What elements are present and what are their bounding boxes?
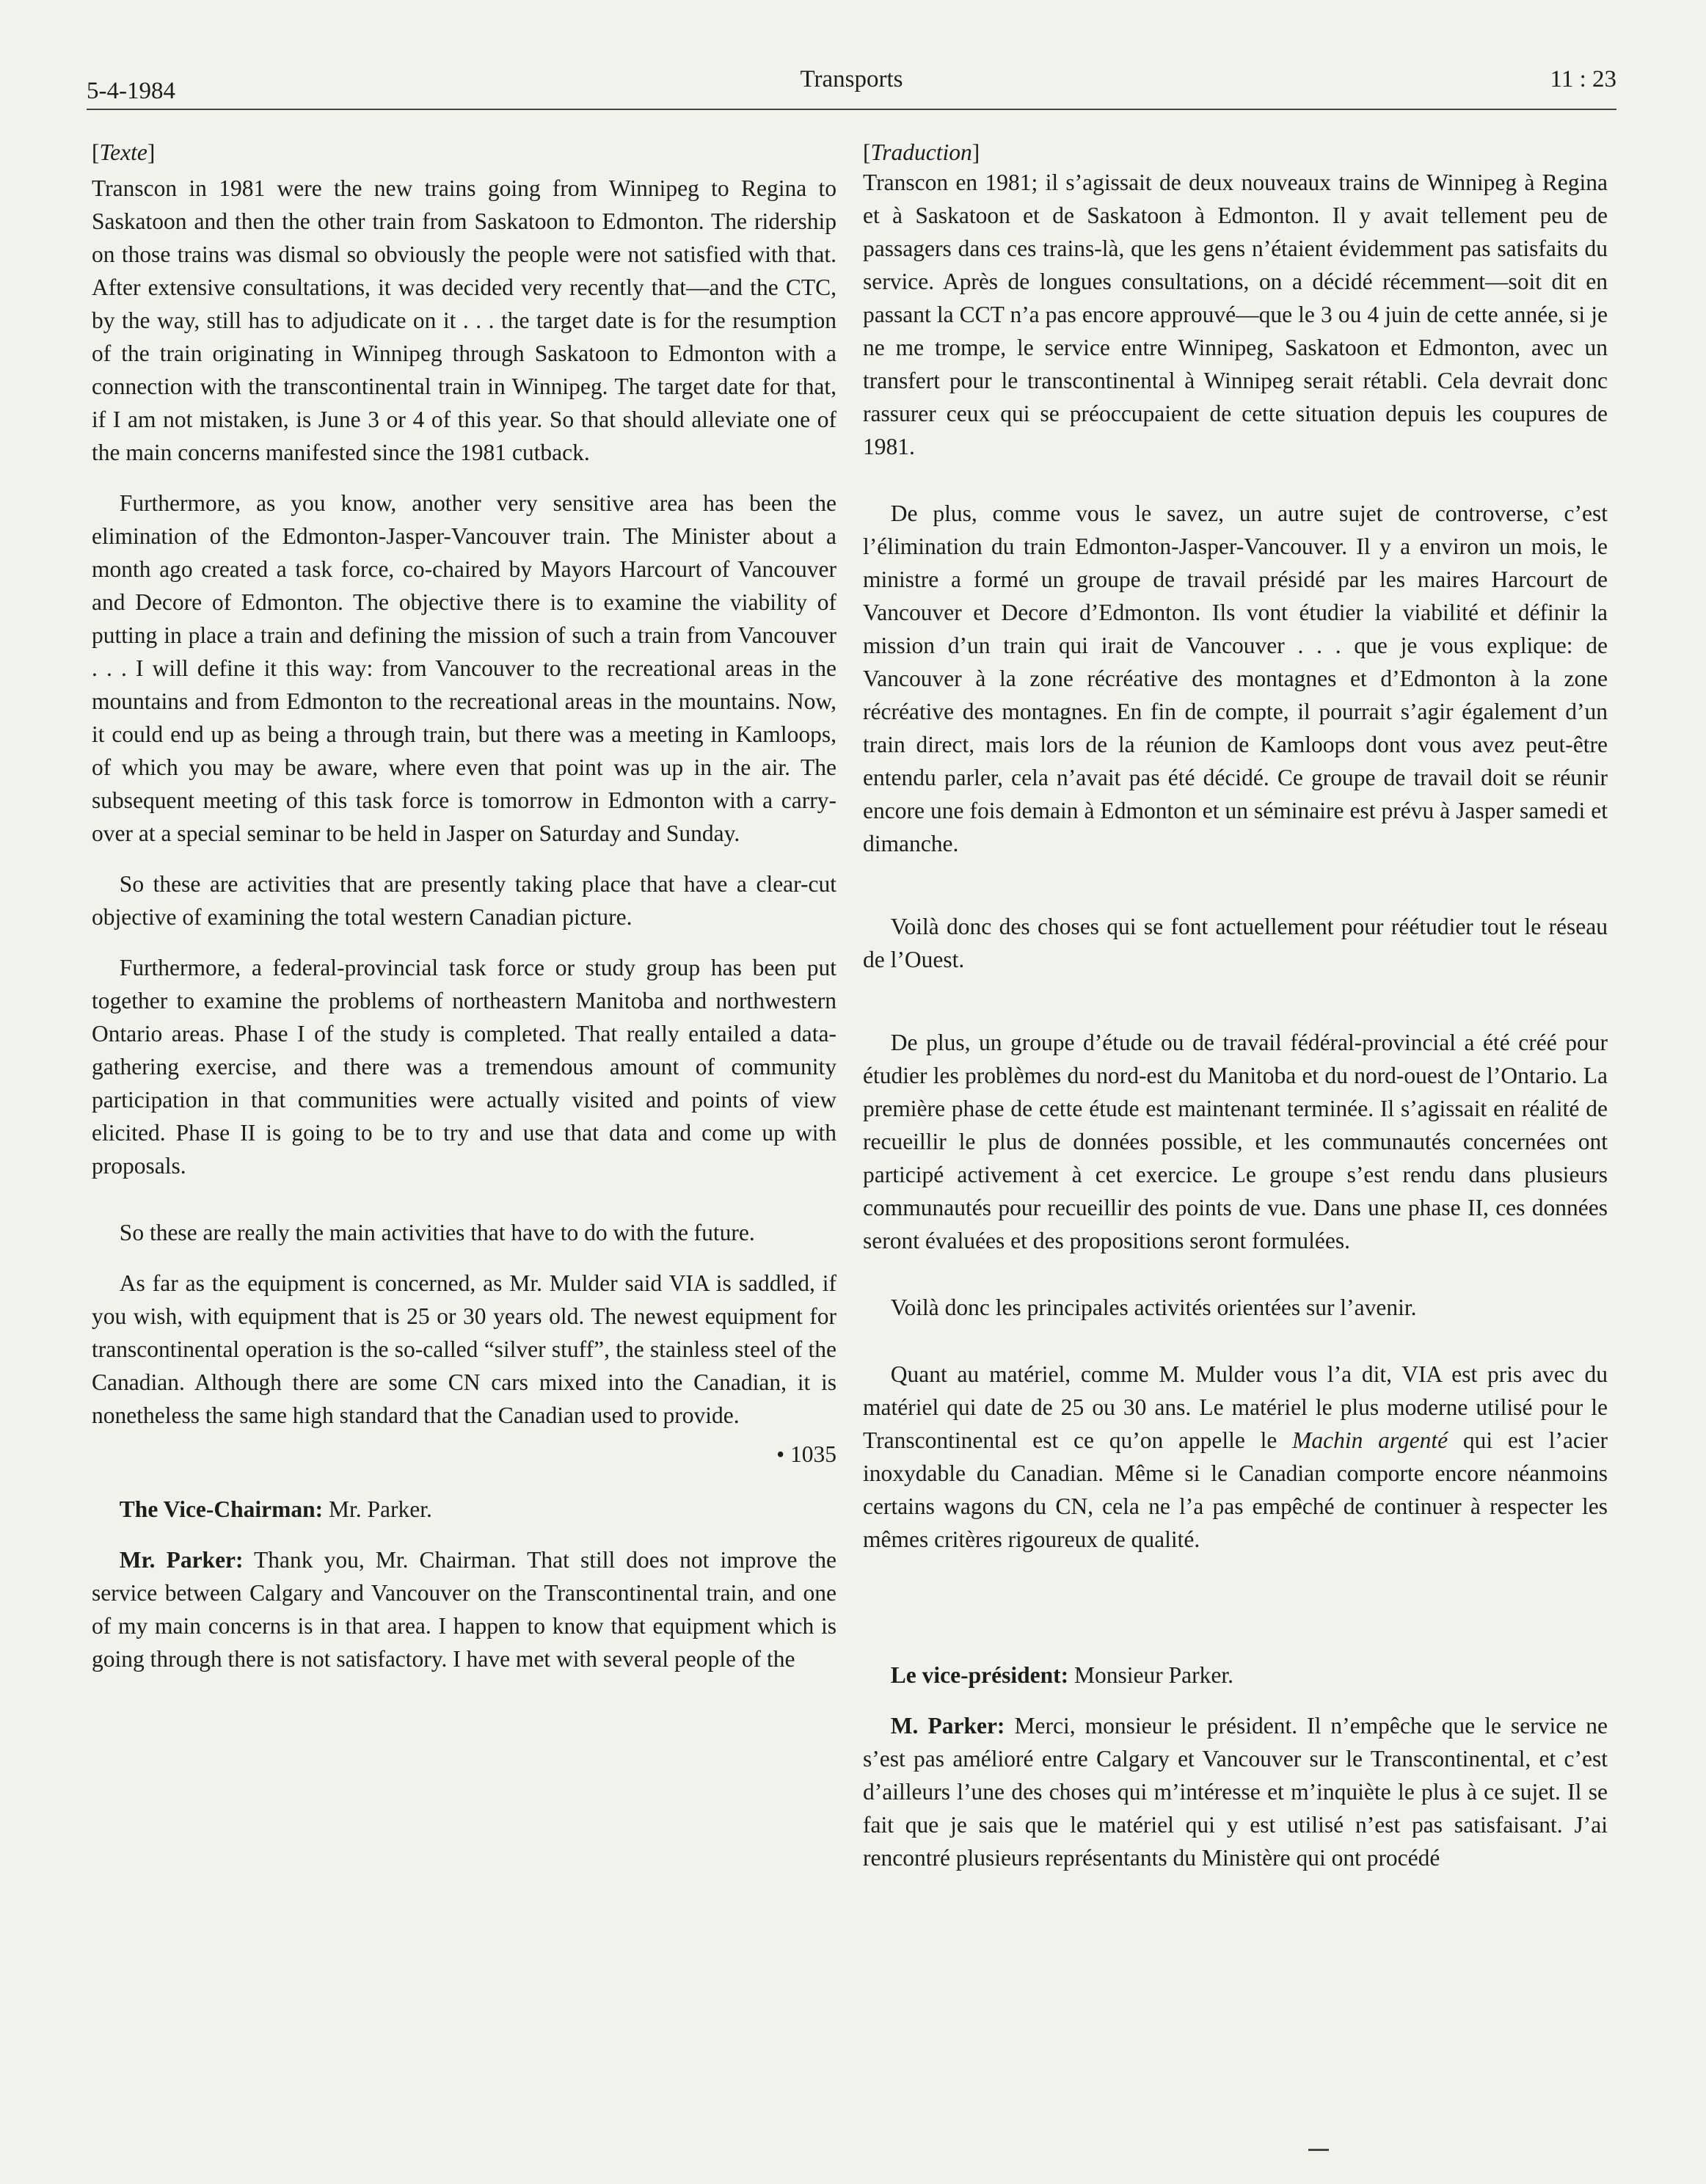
tag-text: Traduction <box>870 139 972 165</box>
speaker-line <box>92 1493 836 1526</box>
column-tag: [Texte] <box>92 139 156 165</box>
speaker-text: Merci, monsieur le président. Il n’empêche que le service ne s’est pas amélioré entre Calgary et Vancouver sur le Transcontinental, et c’est d’ailleurs l’une des choses qui m’intéresse et m’inquiète le plus à ce sujet. Il se fait que je sais que le matériel qui y est utilisé n’est pas satisfaisant. J’ai rencontré plusieurs représentants du Ministère qui ont procédé <box>863 1713 1608 1871</box>
paragraph: De plus, un groupe d’étude ou de travail fédéral-provincial a été créé pour étudier les problèmes du nord-est du Manitoba et du nord-ouest de l’Ontario. La première phase de cette étude est maintenant terminée. Il s’agissait en réalité de recueillir le plus de données possible, et les communautés concernées ont participé activement à cet exercice. Le groupe s’est rendu dans plusieurs communautés pour recueillir des points de vue. Dans une phase II, ces données seront évaluées et des propositions seront formulées. <box>863 1030 1608 1253</box>
page-header <box>87 66 1616 110</box>
english-column <box>92 136 836 1675</box>
column-tag: [Traduction] <box>863 139 980 165</box>
paragraph-part: qui est l’acier inoxydable du Canadian. Même si le Canadian comporte encore néanmoins certains wagons du CN, cela ne l’a pas empêché de continuer à respecter les mêmes critères rigoureux de qualité. <box>863 1427 1608 1552</box>
paragraph: So these are activities that are presently taking place that have a clear-cut objective of examining the total western Canadian picture. <box>92 871 836 930</box>
french-column <box>863 136 1608 1874</box>
speaker-name: The Vice-Chairman: <box>119 1496 324 1522</box>
paragraph-part: Quant au matériel, comme M. Mulder vous l’a dit, VIA est pris avec du matériel qui date de 25 ou 30 ans. Le matériel le plus moderne utilisé pour le Transcontinental est ce qu’on appelle le <box>863 1361 1608 1453</box>
paragraph <box>863 1358 1608 1556</box>
speaker-name: M. Parker: <box>890 1713 1005 1739</box>
speaker-name: Mr. Parker: <box>119 1547 244 1573</box>
tag-text: Texte <box>99 139 147 165</box>
paragraph: Voilà donc des choses qui se font actuellement pour réétudier tout le réseau de l’Ouest. <box>863 914 1608 972</box>
page-number: 11 : 23 <box>1550 66 1616 92</box>
speaker-text: Mr. Parker. <box>323 1496 432 1522</box>
speaker-text: Monsieur Parker. <box>1068 1662 1233 1688</box>
paragraph: So these are really the main activities that have to do with the future. <box>119 1220 755 1245</box>
paragraph: De plus, comme vous le savez, un autre sujet de controverse, c’est l’élimination du train Edmonton-Jasper-Vancouver. Il y a environ un mois, le ministre a formé un groupe de travail présidé par les maires Harcourt de Vancouver et Decore d’Edmonton. Ils vont étudier la viabilité et définir la mission d’un train qui irait de Vancouver . . . que je vous explique: de Vancouver à la zone récréative des montagnes et d’Edmonton à la zone récréative des montagnes. En fin de compte, il pourrait s’agir également d’un train direct, mais lors de la réunion de Kamloops dont vous avez peut-être entendu parler, cela n’avait pas été décidé. Ce groupe de travail doit se réunir encore une fois demain à Edmonton et un séminaire est prévu à Jasper samedi et dimanche. <box>863 500 1608 856</box>
paragraph: Furthermore, a federal-provincial task force or study group has been put together to examine the problems of northeastern Manitoba and northwestern Ontario areas. Phase I of the study is completed. That really entailed a data-gathering exercise, and there was a tremendous amount of community participation in that communities were actually visited and points of view elicited. Phase II is going to be to try and use that data and come up with proposals. <box>92 955 836 1179</box>
header-rule <box>87 109 1616 110</box>
paragraph: Transcon en 1981; il s’agissait de deux nouveaux trains de Winnipeg à Regina et à Saskatoon et de Saskatoon à Edmonton. Il y avait tellement peu de passagers dans ces trains-là, que les gens n’étaient évidemment pas satisfaits du service. Après de longues consultations, on a décidé récemment—soit dit en passant la CCT n’a pas encore approuvé—que le 3 ou 4 juin de cette année, si je ne me trompe, le service entre Winnipeg, Saskatoon et Edmonton, avec un transfert pour le transcontinental à Winnipeg serait rétabli. Cela devrait donc rassurer ceux qui se préoccupaient de cette situation depuis les coupures de 1981. <box>863 170 1608 459</box>
paragraph: Transcon in 1981 were the new trains going from Winnipeg to Regina to Saskatoon and then the other train from Saskatoon to Edmonton. The ridership on those trains was dismal so obviously the people were not satisfied with that. After extensive consultations, it was decided very recently that—and the CTC, by the way, still has to adjudicate on it . . . the target date is for the resumption of the train originating in Winnipeg through Saskatoon to Edmonton with a connection with the transcontinental train in Winnipeg. The target date for that, if I am not mistaken, is June 3 or 4 of this year. So that should alleviate one of the main concerns manifested since the 1981 cutback. <box>92 175 836 465</box>
speaker-line <box>863 1659 1608 1692</box>
paragraph: As far as the equipment is concerned, as Mr. Mulder said VIA is saddled, if you wish, with equipment that is 25 or 30 years old. The newest equipment for transcontinental operation is the so-called “silver stuff”, the stainless steel of the Canadian. Although there are some CN cars mixed into the Canadian, it is nonetheless the same high standard that the Canadian used to provide. <box>92 1270 836 1428</box>
speaker-line <box>92 1543 836 1675</box>
speaker-line <box>863 1709 1608 1874</box>
page-title: Transports <box>800 66 903 92</box>
speaker-name: Le vice-président: <box>890 1662 1069 1688</box>
paragraph: Voilà donc les principales activités orientées sur l’avenir. <box>890 1295 1417 1320</box>
time-marker: • 1035 <box>776 1441 836 1467</box>
page-date: 5-4-1984 <box>87 78 175 104</box>
paragraph: Furthermore, as you know, another very sensitive area has been the elimination of the Edmonton-Jasper-Vancouver train. The Minister about a month ago created a task force, co-chaired by Mayors Harcourt of Vancouver and Decore of Edmonton. The objective there is to examine the viability of putting in place a train and defining the mission of such a train from Vancouver . . . I will define it this way: from Vancouver to the recreational areas in the mountains and from Edmonton to the recreational areas in the mountains. Now, it could end up as being a through train, but there was a meeting in Kamloops, of which you may be aware, where even that point was up in the air. The subsequent meeting of this task force is tomorrow in Edmonton with a carry-over at a special seminar to be held in Jasper on Saturday and Sunday. <box>92 490 836 846</box>
emphasis: Machin argenté <box>1292 1427 1448 1453</box>
speaker-text: Thank you, Mr. Chairman. That still does not improve the service between Calgary and Vancouver on the Transcontinental train, and one of my main concerns is in that area. I happen to know that equipment which is going through there is not satisfactory. I have met with several people of the <box>92 1547 837 1672</box>
footer-dash <box>1308 2149 1329 2151</box>
